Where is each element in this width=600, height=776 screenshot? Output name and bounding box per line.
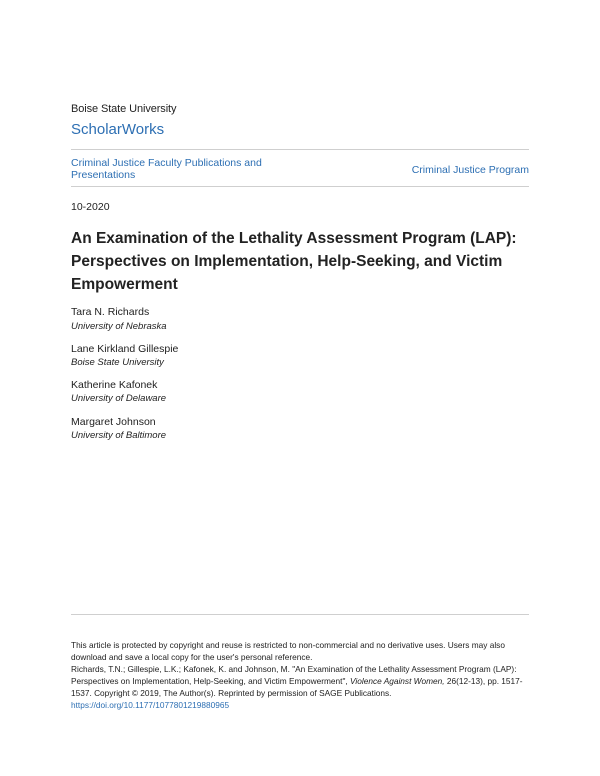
author-affiliation: Boise State University — [71, 357, 164, 368]
paper-title: An Examination of the Lethality Assessment Program (LAP): Perspectives on Implementation, Help-Seeking, and Victim Empowerment — [71, 230, 517, 293]
author-affiliation: University of Baltimore — [71, 430, 167, 441]
author-name: Tara N. Richards — [71, 306, 150, 318]
divider-middle — [71, 186, 529, 187]
publication-date: 10-2020 — [71, 201, 110, 213]
scholarworks-link[interactable]: ScholarWorks — [71, 121, 165, 138]
doi-link[interactable]: https://doi.org/10.1177/1077801219880965 — [71, 700, 230, 710]
program-link[interactable]: Criminal Justice Program — [411, 164, 529, 176]
divider-bottom — [71, 614, 529, 615]
collection-link[interactable]: Criminal Justice Faculty Publications and Presentations — [71, 157, 262, 181]
journal-name: Violence Against Women, — [350, 676, 445, 686]
author-name: Margaret Johnson — [71, 416, 156, 428]
author-affiliation: University of Delaware — [71, 393, 167, 404]
author-name: Lane Kirkland Gillespie — [71, 343, 179, 355]
divider-top — [71, 149, 529, 150]
citation-text: Richards, T.N.; Gillespie, L.K.; Kafonek, K. and Johnson, M. "An Examination of the Lethality Assessment Program (LAP): Perspectives on Implementation, Help-Seeking, and Victim Empowerment", — [71, 664, 517, 686]
rights-statement: This article is protected by copyright and reuse is restricted to non-commercial and no derivative uses. Users may also download and save a local copy for the user's personal reference. — [71, 640, 505, 662]
copyright-notice — [71, 639, 531, 711]
author-affiliation: University of Nebraska — [71, 321, 167, 332]
citation-details: 26(12-13), pp. 1517-1537. Copyright © 2019, The Author(s). Reprinted by permission of SAGE Publications. — [71, 676, 523, 698]
institution-name: Boise State University — [71, 103, 177, 115]
citation — [71, 663, 531, 699]
author-name: Katherine Kafonek — [71, 379, 158, 391]
